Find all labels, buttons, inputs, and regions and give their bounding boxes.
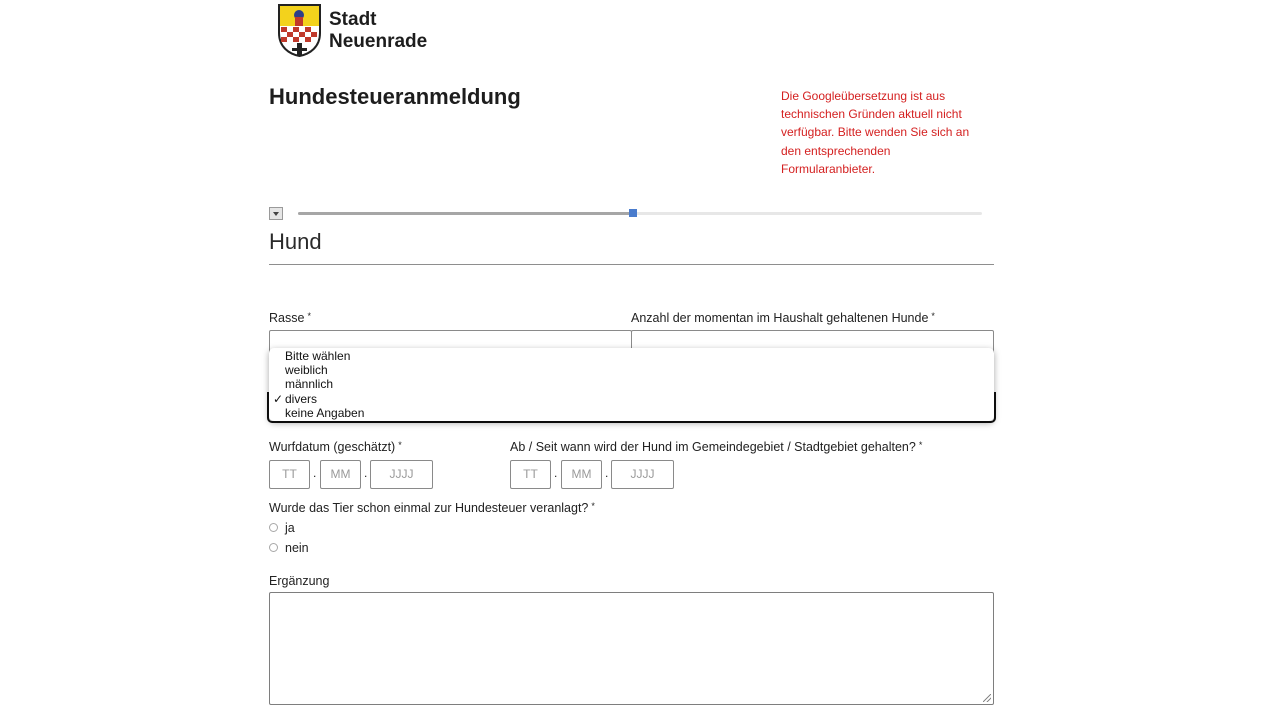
radio-nein[interactable] bbox=[269, 543, 278, 552]
section-divider bbox=[269, 264, 994, 265]
dropdown-option[interactable]: weiblich bbox=[285, 363, 328, 377]
progress-toggle-button[interactable] bbox=[269, 207, 283, 220]
required-marker: * bbox=[398, 440, 402, 450]
progress-handle[interactable] bbox=[629, 209, 637, 217]
translation-notice: Die Googleübersetzung ist aus technischen Gründen aktuell nicht verfügbar. Bitte wenden Sie sich an den entsprechenden Formularanbieter. bbox=[781, 89, 970, 176]
page-title: Hundesteueranmeldung bbox=[269, 84, 521, 109]
logo-line-2: Neuenrade bbox=[329, 31, 428, 52]
logo-text bbox=[329, 9, 427, 53]
date-separator: . bbox=[554, 466, 558, 480]
section-title: Hund bbox=[269, 229, 322, 254]
dropdown-option[interactable]: Bitte wählen bbox=[285, 349, 351, 363]
seit-wann-year-input[interactable]: JJJJ bbox=[611, 460, 674, 489]
veranlagt-label bbox=[269, 501, 595, 515]
wurfdatum-label bbox=[269, 440, 402, 454]
anzahl-label bbox=[631, 311, 935, 325]
ergaenzung-textarea[interactable] bbox=[269, 592, 994, 705]
wurfdatum-month-input[interactable]: MM bbox=[320, 460, 361, 489]
coat-of-arms-icon bbox=[277, 3, 322, 57]
date-separator: . bbox=[364, 466, 368, 480]
rasse-label-text: Rasse bbox=[269, 311, 305, 325]
resize-grip-icon[interactable] bbox=[983, 694, 991, 702]
dropdown-option-selected[interactable] bbox=[273, 392, 318, 406]
required-marker: * bbox=[918, 440, 923, 450]
seit-wann-day-input[interactable]: TT bbox=[510, 460, 551, 489]
wurfdatum-day-input[interactable]: TT bbox=[269, 460, 310, 489]
dropdown-option-label: divers bbox=[285, 392, 318, 406]
required-marker: * bbox=[591, 501, 595, 511]
checkmark-icon: ✓ bbox=[273, 392, 284, 406]
dropdown-option[interactable]: männlich bbox=[285, 377, 334, 391]
radio-ja-label[interactable]: ja bbox=[285, 521, 295, 535]
progress-fill bbox=[298, 212, 633, 215]
rasse-label bbox=[269, 311, 311, 325]
geschlecht-dropdown-list bbox=[269, 348, 994, 421]
ergaenzung-label: Ergänzung bbox=[269, 574, 330, 588]
date-separator: . bbox=[313, 466, 317, 480]
progress-bar bbox=[298, 212, 982, 215]
wurfdatum-year-input[interactable]: JJJJ bbox=[370, 460, 433, 489]
seit-wann-month-input[interactable]: MM bbox=[561, 460, 602, 489]
required-marker: * bbox=[307, 311, 311, 321]
date-separator: . bbox=[605, 466, 609, 480]
dropdown-option[interactable]: keine Angaben bbox=[285, 406, 365, 420]
seit-wann-label bbox=[510, 440, 922, 454]
city-logo bbox=[277, 3, 437, 58]
veranlagt-label-text: Wurde das Tier schon einmal zur Hundesteuer veranlagt? bbox=[269, 501, 589, 515]
wurfdatum-label-text: Wurfdatum (geschätzt) bbox=[269, 440, 396, 454]
radio-ja[interactable] bbox=[269, 523, 278, 532]
radio-nein-label[interactable]: nein bbox=[285, 541, 309, 555]
anzahl-label-text: Anzahl der momentan im Haushalt gehaltenen Hunde bbox=[631, 311, 929, 325]
seit-wann-label-text: Ab / Seit wann wird der Hund im Gemeindegebiet / Stadtgebiet gehalten? bbox=[510, 440, 916, 454]
required-marker: * bbox=[931, 311, 935, 321]
logo-line-1: Stadt bbox=[329, 9, 377, 30]
